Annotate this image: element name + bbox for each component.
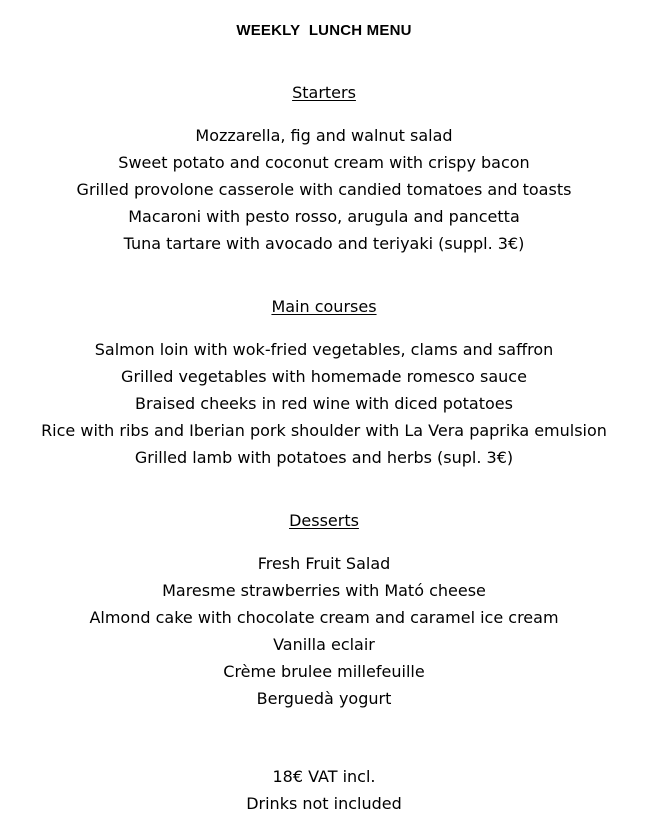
- desserts-heading: Desserts: [289, 511, 359, 530]
- menu-item: Macaroni with pesto rosso, arugula and pancetta: [128, 207, 520, 226]
- main-courses-list: [0, 336, 648, 471]
- menu-item: Fresh Fruit Salad: [257, 554, 391, 573]
- menu-item: Mozzarella, fig and walnut salad: [195, 126, 453, 145]
- menu-item: Berguedà yogurt: [256, 689, 392, 708]
- menu-item: Rice with ribs and Iberian pork shoulder with La Vera paprika emulsion: [41, 421, 607, 440]
- desserts-section: [0, 511, 648, 712]
- menu-item: Almond cake with chocolate cream and caramel ice cream: [89, 608, 559, 627]
- menu-item: Vanilla eclair: [273, 635, 375, 654]
- menu-title: WEEKLY LUNCH MENU: [236, 22, 412, 39]
- main-courses-heading: Main courses: [271, 297, 377, 316]
- starters-heading: Starters: [292, 83, 356, 102]
- menu-item: Braised cheeks in red wine with diced potatoes: [135, 394, 513, 413]
- menu-footer: [0, 763, 648, 817]
- main-courses-section: [0, 297, 648, 471]
- starters-list: [0, 122, 648, 257]
- menu-item: Grilled lamb with potatoes and herbs (supl. 3€): [134, 448, 514, 467]
- menu-item: Tuna tartare with avocado and teriyaki (suppl. 3€): [123, 234, 525, 253]
- menu-item: Sweet potato and coconut cream with crispy bacon: [118, 153, 530, 172]
- menu-item: Salmon loin with wok-fried vegetables, clams and saffron: [94, 340, 554, 359]
- menu-item: Maresme strawberries with Mató cheese: [162, 581, 486, 600]
- menu-item: Grilled provolone casserole with candied tomatoes and toasts: [76, 180, 572, 199]
- drinks-note: Drinks not included: [246, 794, 402, 813]
- starters-section: [0, 83, 648, 257]
- desserts-list: [0, 550, 648, 712]
- price-note: 18€ VAT incl.: [272, 767, 376, 786]
- menu-item: Crème brulee millefeuille: [223, 662, 425, 681]
- menu-item: Grilled vegetables with homemade romesco sauce: [121, 367, 527, 386]
